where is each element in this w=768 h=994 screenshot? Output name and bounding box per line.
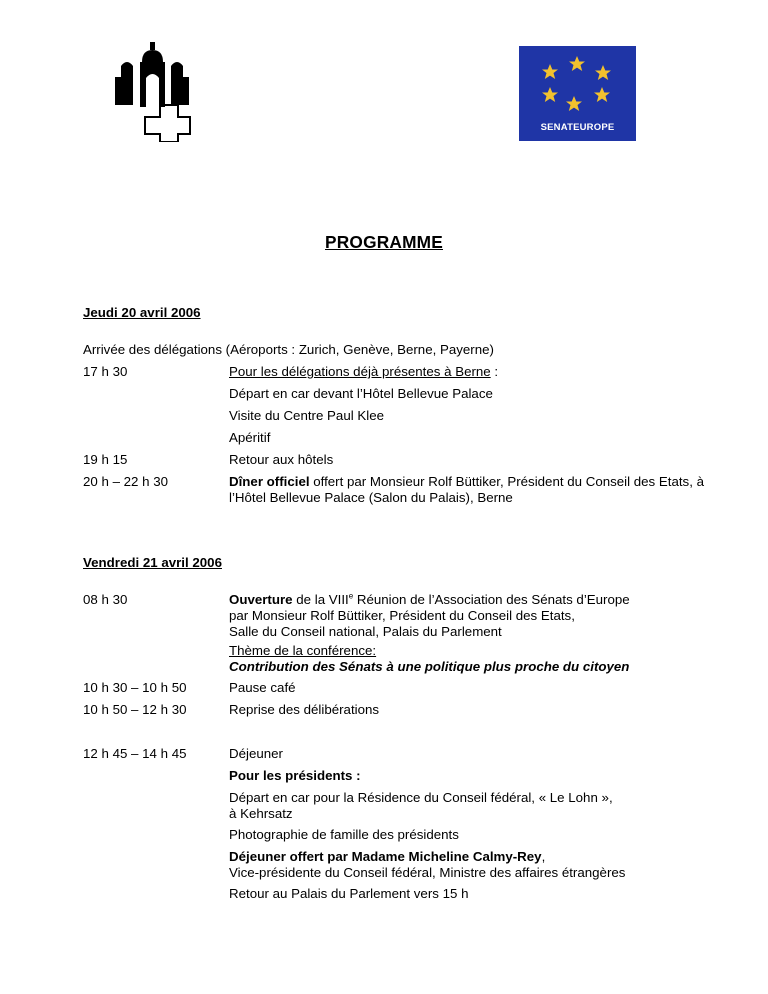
description: Retour au Palais du Parlement vers 15 h — [229, 886, 469, 901]
delegations-label: Pour les délégations déjà présentes à Berne — [229, 364, 491, 379]
description — [229, 592, 709, 640]
arrivee-text: Arrivée des délégations (Aéroports : Zurich, Genève, Berne, Payerne) — [83, 342, 494, 357]
description: Apéritif — [229, 430, 271, 445]
text: à Kehrsatz — [229, 806, 293, 821]
day1-heading: Jeudi 20 avril 2006 — [83, 305, 201, 320]
description: Visite du Centre Paul Klee — [229, 408, 384, 423]
time: 10 h 30 – 10 h 50 — [83, 680, 187, 695]
theme-label: Thème de la conférence: — [229, 643, 377, 658]
description: Reprise des délibérations — [229, 702, 380, 717]
description — [229, 474, 709, 506]
description: Pause café — [229, 680, 296, 695]
description: Départ en car devant l’Hôtel Bellevue Palace — [229, 386, 493, 401]
ouverture: Ouverture — [229, 592, 293, 607]
day2-heading: Vendredi 21 avril 2006 — [83, 555, 222, 570]
colon: : — [490, 364, 499, 379]
description: Photographie de famille des présidents — [229, 827, 459, 842]
time: 08 h 30 — [83, 592, 128, 607]
time: 12 h 45 – 14 h 45 — [83, 746, 187, 761]
text: par Monsieur Rolf Büttiker, Président du Conseil des Etats, — [229, 608, 575, 623]
time: 20 h – 22 h 30 — [83, 474, 169, 489]
theme-text: Contribution des Sénats à une politique plus proche du citoyen — [229, 659, 630, 674]
theme — [229, 643, 709, 675]
diner-details: offert par Monsieur Rolf Büttiker, Président du Conseil des Etats, à l’Hôtel Bellevue Palace (Salon du Palais), Berne — [229, 474, 704, 505]
text: Départ en car pour la Résidence du Conseil fédéral, « Le Lohn », — [229, 790, 613, 805]
time: 19 h 15 — [83, 452, 128, 467]
description — [229, 849, 709, 881]
parliament-logo — [115, 42, 210, 142]
description — [229, 790, 709, 822]
comma: , — [541, 849, 546, 864]
senateurope-label: SENATEUROPE — [540, 122, 615, 133]
page-title: PROGRAMME — [325, 232, 443, 252]
presidents-heading: Pour les présidents : — [229, 768, 361, 783]
text: Réunion de l’Association des Sénats d’Europe — [353, 592, 630, 607]
description: Déjeuner — [229, 746, 283, 761]
text: de la VIII — [292, 592, 349, 607]
time: 17 h 30 — [83, 364, 128, 379]
description: Retour aux hôtels — [229, 452, 334, 467]
time: 10 h 50 – 12 h 30 — [83, 702, 187, 717]
superscript: e — [348, 591, 354, 601]
senateurope-logo — [519, 46, 636, 141]
parliament-building-cross-icon — [115, 42, 210, 142]
text: Salle du Conseil national, Palais du Parlement — [229, 624, 502, 639]
text: Vice-présidente du Conseil fédéral, Ministre des affaires étrangères — [229, 865, 626, 880]
diner-officiel: Dîner officiel — [229, 474, 310, 489]
dejeuner-offert: Déjeuner offert par Madame Micheline Calmy-Rey — [229, 849, 542, 864]
